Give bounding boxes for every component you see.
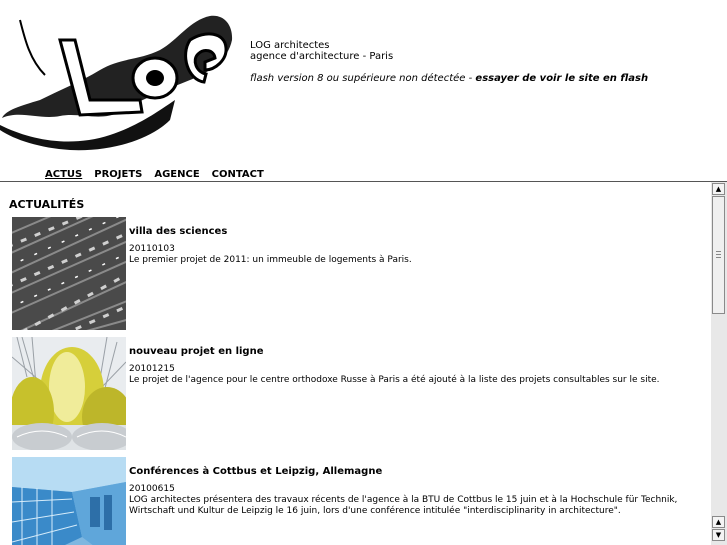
news-date: 20101215 <box>129 364 175 374</box>
arrow-up-icon[interactable]: ▲ <box>712 183 725 195</box>
nav-item-actus[interactable]: ACTUS <box>45 169 83 180</box>
news-body: Wirtschaft und Kultur de Leipzig le 16 juin, lors d'une conférence intitulée "interdisciplinarity in architecture". <box>129 506 621 516</box>
news-title[interactable]: Conférences à Cottbus et Leipzig, Allemagne <box>129 466 383 477</box>
main-nav <box>45 169 264 180</box>
news-date: 20100615 <box>129 484 175 494</box>
news-title[interactable]: villa des sciences <box>129 226 228 237</box>
scrollbar-thumb[interactable] <box>712 196 725 314</box>
domes-photo-icon[interactable] <box>12 337 126 450</box>
agency-info <box>250 40 393 62</box>
news-body: LOG architectes présentera des travaux récents de l'agence à la BTU de Cottbus le 15 juin et à la Hochschule für Technik, <box>129 495 678 505</box>
nav-item-projets[interactable]: PROJETS <box>94 169 143 180</box>
agency-subtitle: agence d'architecture - Paris <box>250 51 394 62</box>
vertical-scrollbar[interactable] <box>711 182 727 545</box>
arrow-down-icon[interactable]: ▼ <box>712 529 725 541</box>
log-logo[interactable] <box>0 0 235 155</box>
news-frame <box>0 182 711 545</box>
arrow-up-icon[interactable]: ▲ <box>712 516 725 528</box>
news-item <box>12 217 702 330</box>
news-body: Le premier projet de 2011: un immeuble de logements à Paris. <box>129 255 412 265</box>
facade-photo-icon[interactable] <box>12 217 126 330</box>
news-body: Le projet de l'agence pour le centre orthodoxe Russe à Paris a été ajouté à la liste des projets consultables sur le site. <box>129 375 660 385</box>
corridor-photo-icon[interactable] <box>12 457 126 545</box>
news-item <box>12 457 702 545</box>
news-title[interactable]: nouveau projet en ligne <box>129 346 264 357</box>
nav-item-contact[interactable]: CONTACT <box>211 169 264 180</box>
nav-item-agence[interactable]: AGENCE <box>154 169 200 180</box>
section-title: ACTUALITÉS <box>9 198 85 211</box>
agency-name: LOG architectes <box>250 40 330 51</box>
news-item <box>12 337 702 450</box>
flash-site-link[interactable]: essayer de voir le site en flash <box>475 73 649 84</box>
flash-notice <box>250 73 648 84</box>
news-date: 20110103 <box>129 244 175 254</box>
flash-notice-text: flash version 8 ou supérieure non détectée - <box>250 73 476 84</box>
